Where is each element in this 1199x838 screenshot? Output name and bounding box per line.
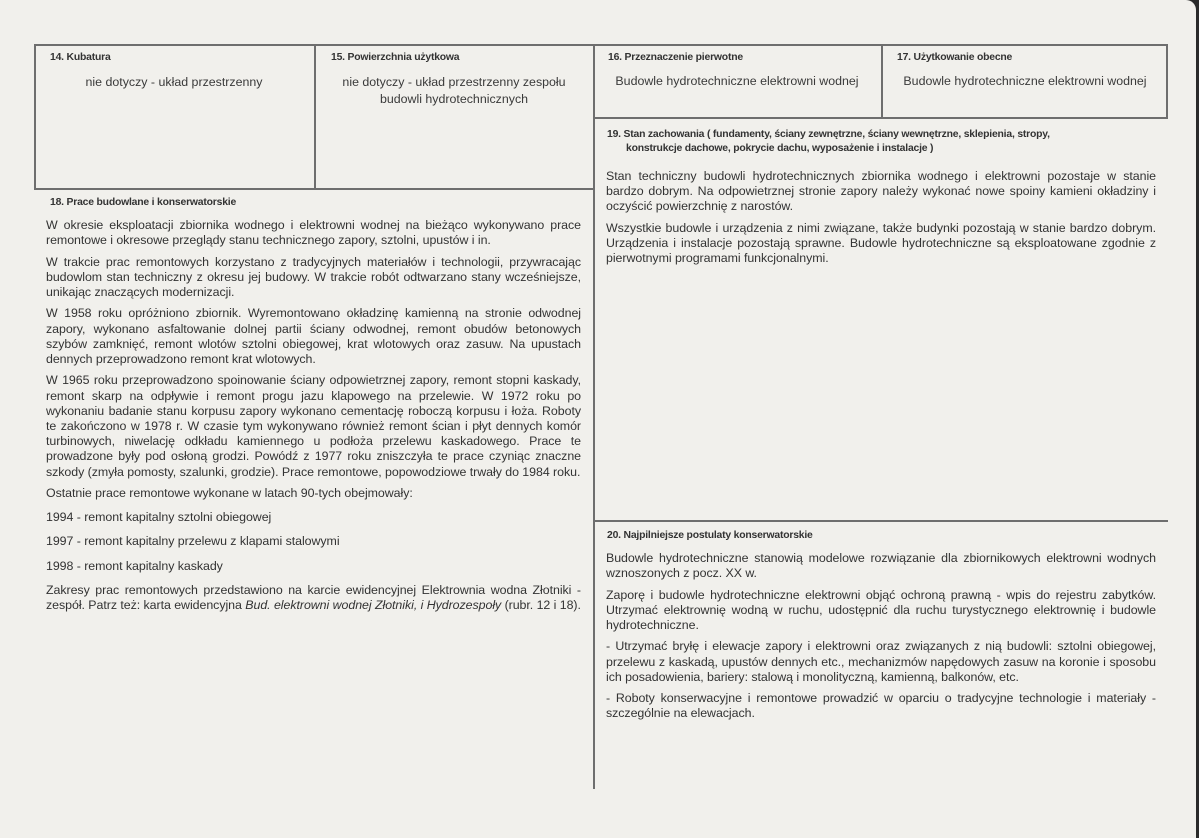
stan-text [606,169,1156,273]
stan-label [607,128,1167,156]
center-divider [593,44,595,789]
kubatura-value: nie dotyczy - układ przestrzenny [85,75,263,89]
postulaty-text [606,551,1156,728]
stan-label-line-2: konstrukcje dachowe, pokrycie dachu, wyposażenie i instalacje ) [626,143,934,154]
stan-label-line-1: 19. Stan zachowania ( fundamenty, ściany zewnętrzne, ściany wewnętrzne, sklepienia, stropy, [607,129,1050,140]
stan-paragraph-2: Wszystkie budowle i urządzenia z nimi związane, także budynki pozostają w stanie bardzo dobrym. Urządzenia i instalacje pozostają sprawne. Budowle hydrotechniczne są eksploatowane zgodnie z pierwotnymi programami funkcjonalnymi. [606,220,1156,266]
stan-paragraph-1: Stan techniczny budowli hydrotechnicznych zbiornika wodnego i elektrowni pozostaje w stanie bardzo dobrym. Na odpowietrznej stronie zapory należy wykonać nowe spoiny kamieni okładziny i oczyścić powierzchnię z narostów. [606,169,1156,214]
prace-label: 18. Prace budowlane i konserwatorskie [50,197,237,208]
przeznaczenie-value: Budowle hydrotechniczne elektrowni wodnej [615,74,859,88]
line-under-16-17 [593,117,1168,119]
postulaty-paragraph-2: Zaporę i budowle hydrotechniczne elektrowni objąć ochroną prawną - wpis do rejestru zabytków. Utrzymać elektrownię wodną w ruchu, udostępnić dla ruchu turystycznego elektrownię i budowle hydrotechniczne. [606,587,1156,632]
prace-paragraph-6 [46,583,581,613]
prace-p6-end: (rubr. 12 i 18). [501,598,581,613]
line-above-20 [593,520,1168,522]
prace-item-1994: 1994 - remont kapitalny sztolni obiegowej [46,510,272,525]
divider-16-17 [881,44,883,118]
postulaty-paragraph-4: - Roboty konserwacyjne i remontowe prowadzić w oparciu o tradycyjne technologie i materiały - szczególnie na elewacjach. [606,691,1156,721]
postulaty-paragraph-1: Budowle hydrotechniczne stanowią modelowe rozwiązanie dla zbiornikowych elektrowni wodnych wznoszonych z pocz. XX w. [606,551,1156,581]
kubatura-label: 14. Kubatura [50,52,111,63]
prace-paragraph-2: W trakcie prac remontowych korzystano z tradycyjnych materiałów i technologii, przywracając budowlom stan techniczny z okresu jej budowy. W trakcie robót odtwarzano stany wcześniejsze, unikając znaczących modernizacji. [46,254,581,299]
przeznaczenie-label: 16. Przeznaczenie pierwotne [608,52,743,63]
prace-paragraph-5: Ostatnie prace remontowe wykonane w latach 90-tych obejmowały: [46,486,413,500]
postulaty-paragraph-3: - Utrzymać bryłę i elewacje zapory i elektrowni oraz związanych z nią budowli: sztolni obiegowej, przelewu z kaskadą, upustów dennych etc., mechanizmów napędowych zasuw na koronie i sposobu ich posadowienia, bariery: stalową i monolityczną, kamienną, balkonów, etc. [606,639,1156,684]
postulaty-label: 20. Najpilniejsze postulaty konserwatorskie [607,530,813,541]
prace-p6-italic: Bud. elektrowni wodnej Złotniki, i Hydrozespoły [245,598,502,613]
prace-paragraph-1: W okresie eksploatacji zbiornika wodnego i elektrowni wodnej na bieżąco wykonywano prace remontowe i okresowe przeglądy stanu technicznego zapory, sztolni, upustów i in. [46,218,581,248]
line-above-18 [34,188,594,190]
prace-paragraph-3: W 1958 roku opróżniono zbiornik. Wyremontowano okładzinę kamienną na stronie odwodnej zapory, wykonano asfaltowanie dolnej partii ściany odwodnej, remont obudów betonowych szybów zamknięć, remont wlotów sztolni obiegowej, krat wlotowych oraz zasuw. Na upustach dennych przeprowadzono remont krat wlotowych. [46,306,581,366]
uzytkowanie-value: Budowle hydrotechniczne elektrowni wodnej [903,74,1147,88]
powierzchnia-value: nie dotyczy - układ przestrzenny zespołu budowli hydrotechnicznych [342,75,566,106]
uzytkowanie-label: 17. Użytkowanie obecne [897,52,1013,63]
prace-item-1998: 1998 - remont kapitalny kaskady [46,558,223,573]
top-border [34,44,1168,46]
prace-paragraph-4: W 1965 roku przeprowadzono spoinowanie ściany odpowietrznej zapory, remont stopni kaskady, remont skarp na odpływie i remont progu jazu klapowego na przelewie. W 1972 roku po wykonaniu badanie stanu korpusu zapory wykonano cementację roboczą korpusu i łoża. Roboty te zakończono w 1978 r. W czasie tym wykonywano również remont ścian i płyt dennych komór turbinowych, niwelację odkładu kamiennego u podłoża przelewu kaskadowego. Prace te prowadzone były pod osłoną grodzi. Powódź z 1977 roku zniszczyła te prace czyniąc znaczne szkody (zmyła pomosty, szalunki, grodzie). Prace remontowe, popowodziowe trwały do 1984 roku. [46,373,581,479]
right-border-top [1166,44,1168,118]
powierzchnia-label: 15. Powierzchnia użytkowa [331,52,460,63]
divider-14-15 [314,44,316,189]
prace-item-1997: 1997 - remont kapitalny przelewu z klapami stalowymi [46,534,340,549]
prace-p6-text: Zakresy prac remontowych przedstawiono na karcie ewidencyjnej Elektrownia wodna Złotniki - zespół. Patrz też: karta ewidencyjna [46,582,581,613]
prace-text [46,218,581,619]
left-border [34,44,36,189]
